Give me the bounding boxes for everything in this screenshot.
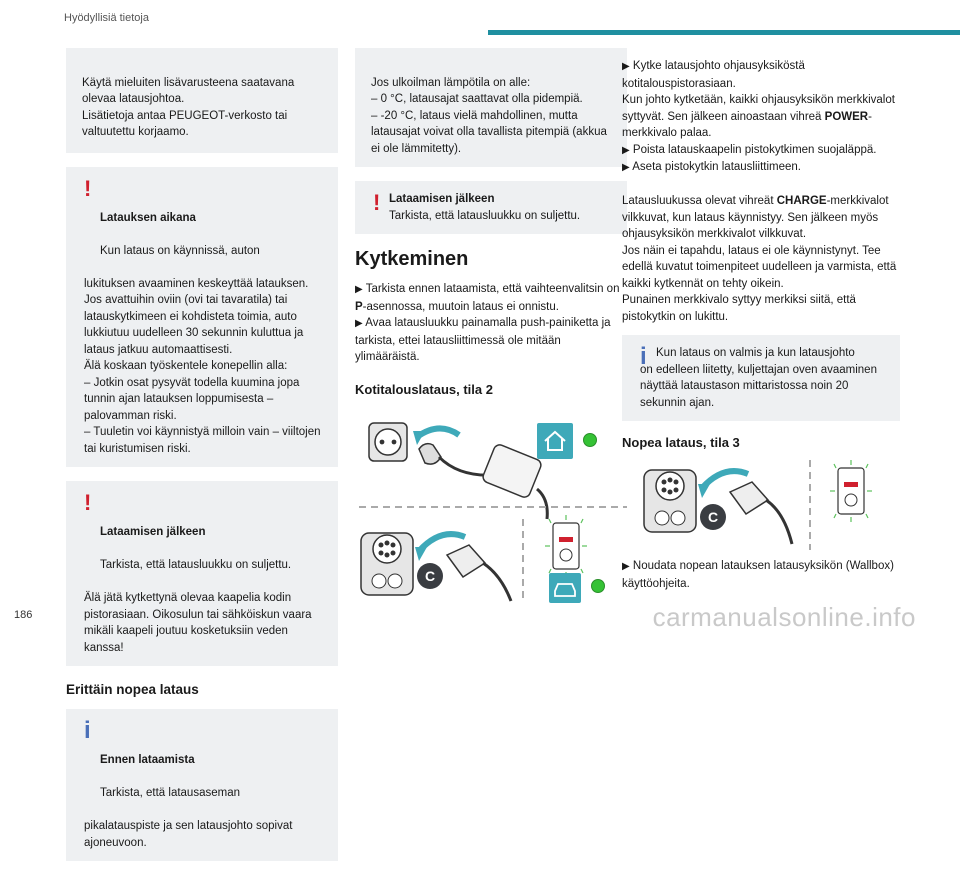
note-box-accessory (66, 48, 338, 153)
instruction-wallbox: ▶ Noudata nopean latauksen latausyksikön (Wallbox) käyttöohjeita. (622, 560, 894, 590)
info-body: pikalatauspiste ja sen latausjohto sopivat ajoneuvoon. (84, 820, 293, 849)
warning-icon: ! (84, 175, 92, 201)
instruction-connect-cable: ▶ Kytke latausjohto ohjausyksiköstä kotitalouspistorasiaan. (622, 60, 805, 90)
warning-icon: ! (84, 490, 92, 515)
warning-box-after-charging-2 (355, 181, 627, 234)
warning-first-line: Tarkista, että latausluukku on suljettu. (389, 209, 581, 222)
house-icon (537, 423, 573, 459)
column-3 (622, 48, 907, 592)
text-power-indicator: Kun johto kytketään, kaikki ohjausyksikön merkkivalot syttyvät. Sen jälkeen ainoastaan vihreä POWER-merkkivalo palaa. (622, 94, 895, 139)
car-icon (549, 573, 581, 603)
note-text: Jos ulkoilman lämpötila on alle: – 0 °C, latausajat saattavat olla pidempiä. – -20 °C, lataus vielä mahdollinen, mutta latausajat voivat olla tavallista pitempiä (akkua ei ole lämmitetty). (371, 76, 607, 155)
column-1 (66, 48, 338, 875)
text-charge-indicators: Latausluukussa olevat vihreät CHARGE-merkkivalot vilkkuvat, kun lataus käynnistyy. Sen jälkeen myös ohjausyksikön merkkivalot vilkkuvat. Jos näin ei tapahdu, lataus ei ole käynnistynyt. Tee edellä kuvatut toimenpiteet uudelleen ja varmista, että kaikki kytkennät on tehty oikein. Punainen merkkivalo syttyy merkiksi siitä, että pistokytkin on lukittu. (622, 195, 897, 323)
instruction-gear-selector: ▶ Tarkista ennen lataamista, että vaihteenvalitsin on P-asennossa, muutoin lataus ei onnistu. (355, 283, 620, 313)
info-first-line: Kun lataus on valmis ja kun latausjohto (656, 347, 855, 359)
warning-body: lukituksen avaaminen keskeyttää latauksen. Jos avattuihin oviin (ovi tai tavaratila) tai latauskytkimeen ei kohdisteta toimia, auto lukkiutuu uudelleen 30 sekunnin kuluttua ja lataus jatkuu automaattisesti. Älä koskaan työskentele konepellin alla: – Jotkin osat pysyvät todella kuumina jopa tunnin ajan latauksen loppumisesta – palovamman riski. – Tuuletin voi käynnistyä milloin vain – viiltojen tai kuristumisen riski. (84, 277, 321, 455)
figure-fast-charging (622, 460, 882, 550)
badge-c: C (700, 504, 726, 530)
arrow-icon: ▶ (622, 144, 630, 156)
warning-title: Lataamisen jälkeen (389, 193, 495, 205)
info-title: Ennen lataamista (100, 754, 195, 766)
subheading-mode-3: Nopea lataus, tila 3 (622, 435, 740, 450)
section-heading-connecting: Kytkeminen (355, 248, 469, 270)
info-icon: i (640, 343, 647, 370)
info-first-line: Tarkista, että latausaseman (100, 787, 240, 799)
warning-first-line: Tarkista, että latausluukku on suljettu. (100, 559, 292, 571)
badge-c: C (417, 563, 443, 589)
running-header: Hyödyllisiä tietoja (64, 12, 149, 24)
warning-box-after-charging (66, 481, 338, 666)
watermark: carmanualsonline.info (652, 602, 916, 632)
header-accent-bar (488, 30, 960, 35)
green-indicator-icon (583, 433, 597, 447)
info-body: on edelleen liitetty, kuljettajan oven avaaminen näyttää lataustason mittaristossa noin 20 sekunnin ajan. (640, 363, 877, 409)
subheading-mode-2: Kotitalouslataus, tila 2 (355, 381, 493, 397)
green-indicator-icon (591, 579, 605, 593)
instruction-remove-cover: ▶ Poista latauskaapelin pistokytkimen suojaläppä. (622, 143, 877, 156)
arrow-icon: ▶ (355, 284, 363, 295)
arrow-icon: ▶ (622, 162, 630, 173)
fast-charging-plug-illustration (622, 460, 882, 550)
section-heading-very-fast: Erittäin nopea lataus (66, 682, 199, 697)
warning-body: Älä jätä kytkettynä olevaa kaapelia kodin pistorasiaan. Oikosulun tai sähköiskun vaara mikäli kaapeli joutuu kosketuksiin veden kanssa! (84, 592, 312, 654)
instruction-insert-plug: ▶ Aseta pistokytkin latausliittimeen. (622, 161, 802, 173)
note-text: Käytä mieluiten lisävarusteena saatavana olevaa latausjohtoa. Lisätietoja antaa PEUGEOT-verkosto tai valtuutettu korjaamo. (82, 76, 295, 138)
note-box-temperature (355, 48, 627, 167)
arrow-icon: ▶ (622, 61, 630, 72)
warning-title: Latauksen aikana (100, 211, 196, 224)
arrow-icon: ▶ (622, 561, 630, 572)
warning-title: Lataamisen jälkeen (100, 526, 206, 538)
info-box-charge-complete (622, 335, 900, 421)
page-number: 186 (14, 609, 33, 621)
figure-domestic-charging (355, 407, 627, 603)
arrow-icon: ▶ (355, 318, 363, 329)
info-icon: i (84, 717, 91, 744)
info-box-before-charging (66, 709, 338, 861)
warning-icon: ! (373, 190, 381, 215)
warning-first-line: Kun lataus on käynnissä, auton (100, 244, 260, 257)
column-2 (355, 48, 627, 603)
instruction-open-flap: ▶ Avaa latausluukku painamalla push-painiketta ja tarkista, ettei latausliittimessä ole mitään ylimääräistä. (355, 317, 611, 363)
warning-box-during-charging (66, 167, 338, 468)
